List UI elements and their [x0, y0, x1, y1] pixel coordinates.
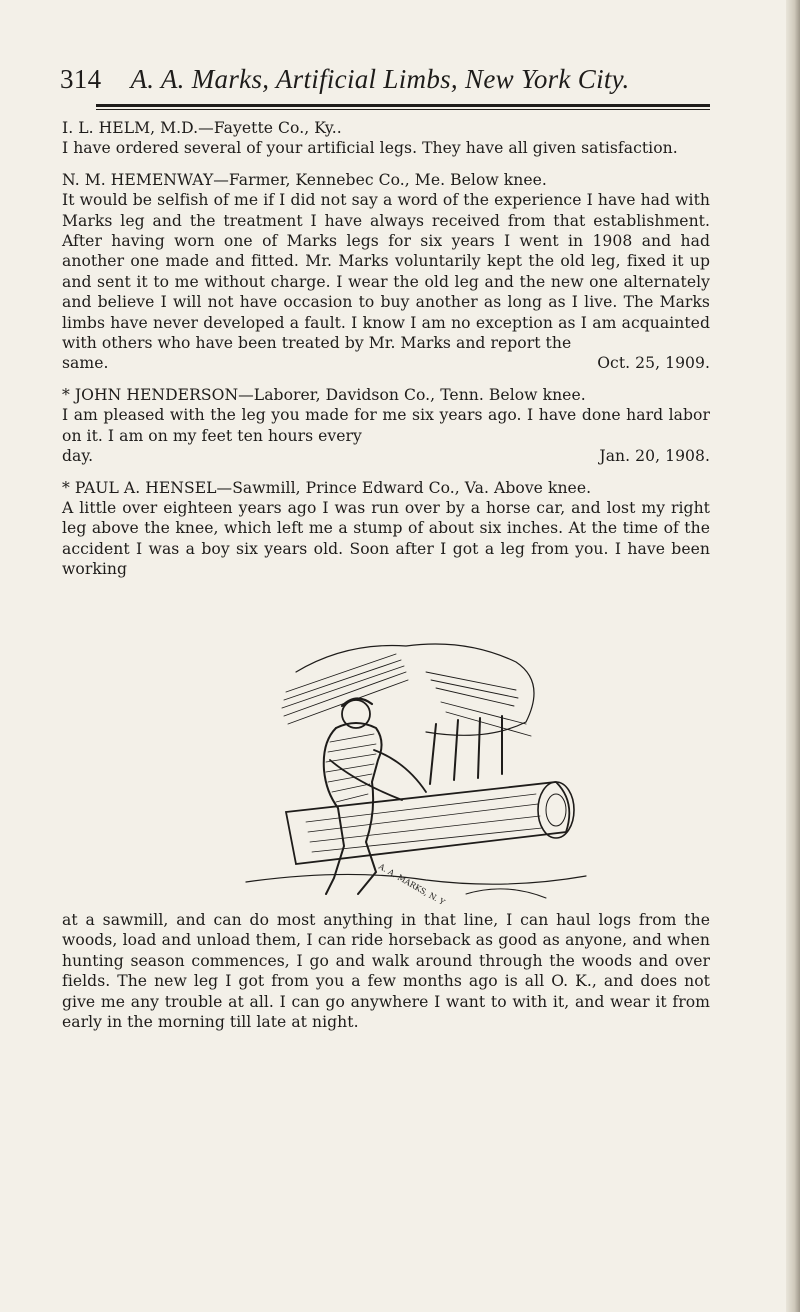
- entry-tail: same.: [62, 354, 109, 373]
- header-rule: [96, 104, 710, 110]
- testimonial-entry: [62, 385, 710, 467]
- entry-body: It would be selfish of me if I did not say a word of the experience I have had with Marks leg and the treatment I have always received from that establishment. After having worn one of Marks legs for six years I went in 1908 and had another one made and fitted. Mr. Marks voluntarily kept the old leg, fixed it up and sent it to me without charge. I wear the old leg and the new one alternately and believe I will not have occasion to buy another as long as I live. The Marks limbs have never developed a fault. I know I am no exception as I am acquainted with others who have been treated by Mr. Marks and report the: [62, 191, 710, 353]
- page-edge: [786, 0, 800, 1312]
- entry-tail: day.: [62, 447, 94, 466]
- entry-heading: N. M. HEMENWAY—Farmer, Kennebec Co., Me. Below knee.: [62, 170, 547, 189]
- entry-date: Jan. 20, 1908.: [599, 447, 710, 466]
- entry-heading: * PAUL A. HENSEL—Sawmill, Prince Edward Co., Va. Above knee.: [62, 478, 592, 497]
- entry-body: I have ordered several of your artificial legs. They have all given satisfaction.: [62, 139, 678, 158]
- testimonial-entry: [62, 478, 710, 580]
- running-title: A. A. Marks, Artificial Limbs, New York City.: [130, 64, 630, 94]
- sawmill-illustration: [226, 632, 606, 904]
- entry-body: A little over eighteen years ago I was run over by a horse car, and lost my right leg above the knee, which left me a stump of about six inches. At the time of the accident I was a boy six years old. Soon after I got a leg from you. I have been working: [62, 498, 710, 579]
- page-number: 314: [60, 64, 102, 94]
- entry-body: I am pleased with the leg you made for me six years ago. I have done hard labor on it. I am on my feet ten hours every: [62, 406, 710, 445]
- entry-heading: I. L. HELM, M.D.—Fayette Co., Ky..: [62, 119, 342, 137]
- testimonial-entry: [62, 118, 710, 159]
- running-header: [60, 64, 710, 95]
- entry-heading: * JOHN HENDERSON—Laborer, Davidson Co., Tenn. Below knee.: [62, 385, 586, 404]
- testimonials-continuation: [62, 910, 710, 1032]
- entry-date: Oct. 25, 1909.: [597, 354, 710, 373]
- engraved-signature: A. A. MARKS, N. Y.: [377, 861, 448, 904]
- testimonials-upper: [62, 118, 710, 591]
- testimonial-entry: [62, 170, 710, 374]
- continuation-paragraph: at a sawmill, and can do most anything in that line, I can haul logs from the woods, load and unload them, I can ride horseback as good as anyone, and when hunting season commences, I go and walk around through the woods and over fields. The new leg I got from you a few months ago is all O. K., and does not give me any trouble at all. I can go anywhere I want to with it, and wear it from early in the morning till late at night.: [62, 911, 710, 1032]
